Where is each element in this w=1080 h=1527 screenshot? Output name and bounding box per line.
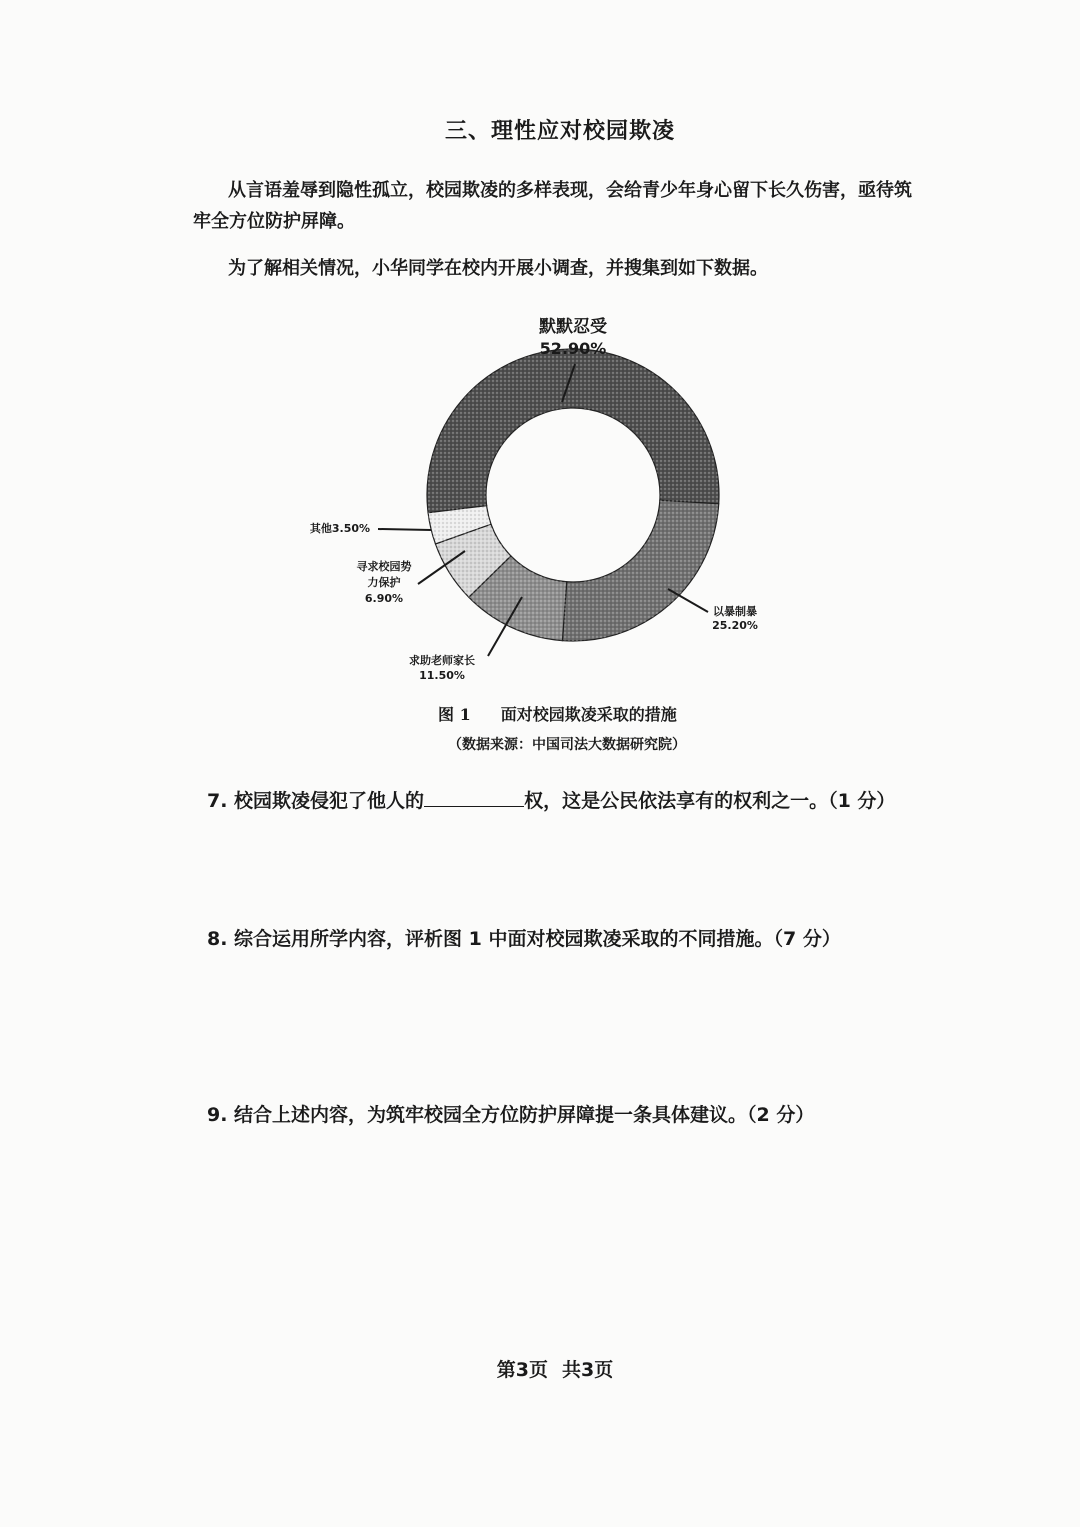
page-total: 共3页 <box>562 1359 614 1381</box>
slice-label-line: 默默忍受 <box>539 317 607 337</box>
slice-label: 其他3.50% <box>309 522 371 535</box>
fill-in-blank <box>424 788 524 807</box>
page-number: 第3页 <box>496 1359 548 1381</box>
slice-label-line: 以暴制暴 <box>713 605 757 618</box>
page-footer <box>405 1355 705 1382</box>
question-7-text-after: 权，这是公民依法享有的权利之一。（1 分） <box>524 790 896 812</box>
intro-paragraph <box>193 175 943 237</box>
slice-label <box>357 559 412 589</box>
survey-text: 为了解相关情况，小华同学在校内开展小调查，并搜集到如下数据。 <box>228 258 768 279</box>
slice-label-line: 求助老师家长 <box>409 654 475 667</box>
section-title: 三、理性应对校园欺凌 <box>444 119 675 144</box>
slice-percent-label: 52.90% <box>539 339 607 358</box>
slice-percent-label: 25.20% <box>712 619 758 632</box>
slice-label-line: 力保护 <box>367 576 401 589</box>
data-source: （数据来源：中国司法大数据研究院） <box>448 737 686 753</box>
intro-line: 从言语羞辱到隐性孤立，校园欺凌的多样表现，会给青少年身心留下长久伤害，亟待筑 <box>228 180 912 201</box>
slice-percent-label: 6.90% <box>364 592 404 605</box>
intro-line: 牢全方位防护屏障。 <box>193 211 355 232</box>
donut-slice-texture-1 <box>427 349 719 513</box>
figure-title: 面对校园欺凌采取的措施 <box>500 705 677 724</box>
slice-label <box>713 604 757 618</box>
slice-label <box>409 653 475 667</box>
slice-label <box>538 316 607 337</box>
figure-label: 图 1 <box>438 705 471 724</box>
question-8: 8. 综合运用所学内容，评析图 1 中面对校园欺凌采取的不同措施。（7 分） <box>207 928 841 950</box>
question-9: 9. 结合上述内容，为筑牢校园全方位防护屏障提一条具体建议。（2 分） <box>207 1104 815 1126</box>
slice-label-line: 寻求校园势 <box>356 560 412 573</box>
slice-percent-label: 11.50% <box>419 669 465 682</box>
figure-caption <box>438 702 677 725</box>
question-7-text-before: 7. 校园欺凌侵犯了他人的 <box>207 790 425 812</box>
leader-line <box>378 529 431 530</box>
donut-texture <box>427 349 719 641</box>
donut-slice-texture-2 <box>562 500 718 641</box>
donut-chart <box>0 300 1080 700</box>
question-7 <box>207 786 895 813</box>
